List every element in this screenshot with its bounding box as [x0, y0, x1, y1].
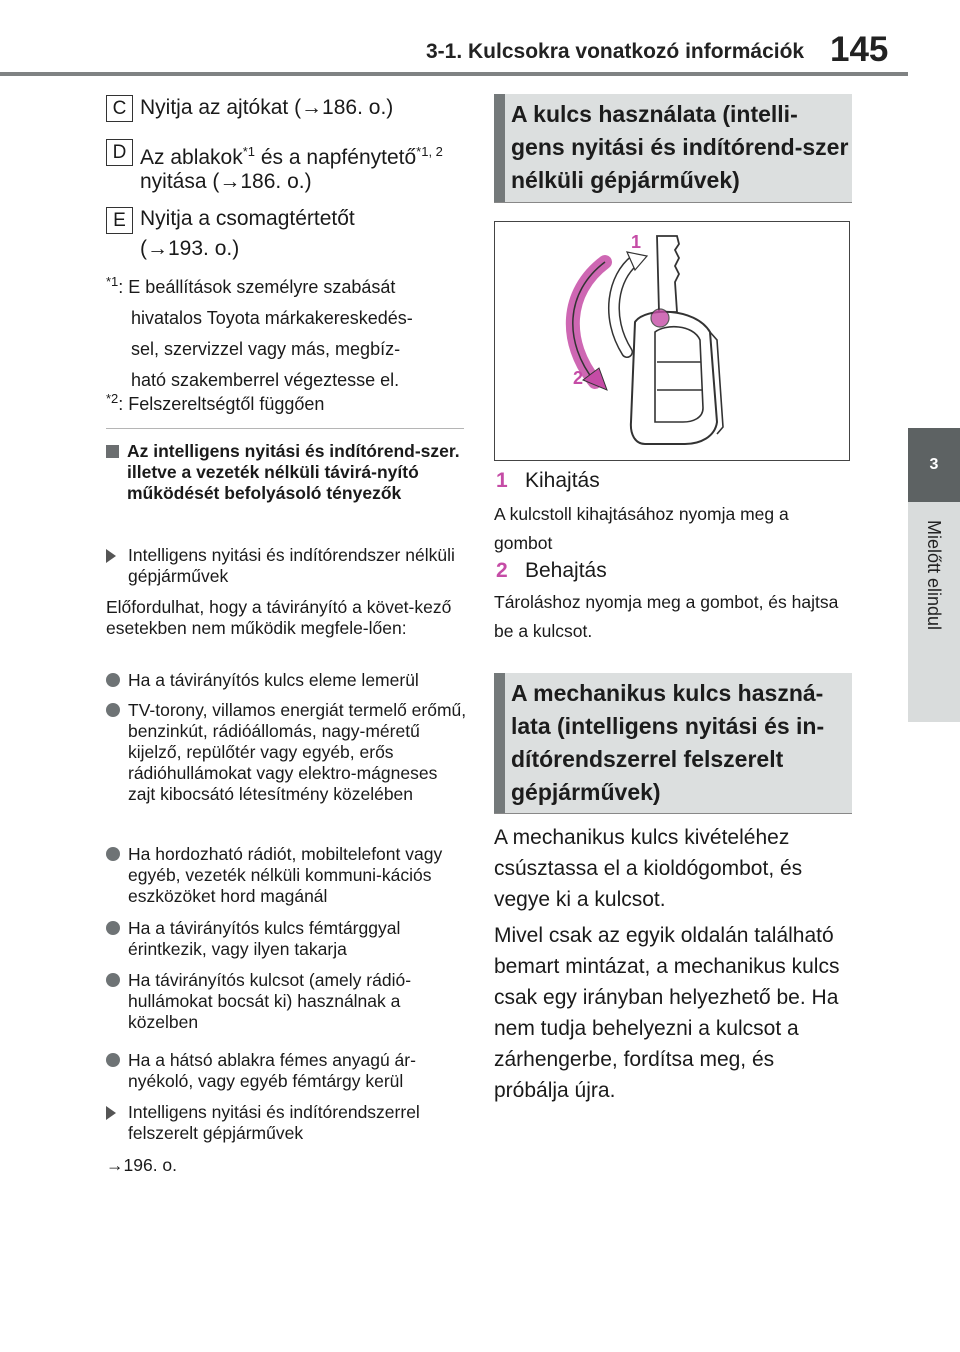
- section-heading-text: Az intelligens nyitási és indítórend-szer. illetve a vezeték nélküli távirá-nyító működését befolyásoló tényezők: [127, 441, 460, 503]
- sub-heading-text: Intelligens nyitási és indítórendszer nélküli gépjárművek: [128, 545, 455, 586]
- list-item-text: Ha távirányítós kulcsot (amely rádió-hullámokat bocsát ki) használnak a közelben: [128, 970, 412, 1032]
- section-title-box: [494, 673, 852, 813]
- figure-label-1: 1: [631, 232, 642, 252]
- key-figure: [494, 221, 850, 461]
- footnote-mark: *1: [106, 274, 119, 289]
- triangle-bullet-icon: [106, 549, 116, 563]
- dot-bullet-icon: [106, 921, 120, 935]
- list-item: [106, 1050, 468, 1092]
- step-number: 2: [496, 559, 508, 582]
- footnote-line: : E beállítások személyre szabását: [118, 277, 396, 297]
- sub-heading-2: [106, 1102, 468, 1144]
- fob-button-panel: [655, 327, 703, 422]
- triangle-bullet-icon: [106, 1106, 116, 1120]
- figure-label-2: 2: [573, 368, 584, 388]
- list-item-text: Ha a távirányítós kulcs eleme lemerül: [128, 670, 419, 690]
- chapter-label: Mielőtt elindul: [924, 520, 944, 631]
- dot-bullet-icon: [106, 703, 120, 717]
- list-item-text: Ha a hátsó ablakra fémes anyagú ár-nyékoló, vagy egyéb fémtárgy kerül: [128, 1050, 416, 1091]
- key-blade-icon: [657, 236, 679, 312]
- footnote-2: [106, 383, 324, 420]
- section-title-text: A mechanikus kulcs haszná-lata (intelligens nyitási és in-dítórendszerrel felszerelt gépjárművek): [511, 680, 825, 805]
- square-bullet-icon: [106, 445, 119, 458]
- title-box-rule: [494, 813, 852, 814]
- page-reference: →196. o.: [106, 1155, 178, 1175]
- list-item: [106, 970, 468, 1033]
- key-item-d-line2: nyitása (→186. o.): [140, 170, 312, 193]
- list-item-text: TV-torony, villamos energiát termelő erőmű, benzinkút, rádióállomás, nagy-méretű kijelző, repülőtér vagy egyéb, erős rádióhullámokat vagy elektro-mágneses zajt kibocsátó létesítmény közelében: [128, 700, 467, 804]
- step-number: 1: [496, 469, 508, 492]
- step-description: A kulcstoll kihajtásához nyomja meg a gombot: [494, 504, 789, 553]
- title-box-bar: [494, 673, 505, 813]
- chapter-tab[interactable]: 3: [908, 428, 960, 502]
- step-label: Behajtás: [525, 559, 607, 582]
- footnote-ref: *1: [242, 144, 256, 159]
- step-description: Tároláshoz nyomja meg a gombot, és hajtsa be a kulcsot.: [494, 592, 839, 641]
- key-badge-c: C: [106, 95, 133, 122]
- section-title-box: [494, 94, 852, 202]
- key-item-d-part-b: és a napfénytető: [255, 146, 417, 169]
- key-item-e-text: Nyitja a csomagtértetőt: [140, 207, 355, 230]
- step-label: Kihajtás: [525, 469, 600, 492]
- list-item-text: Ha hordozható rádiót, mobiltelefont vagy egyéb, vezeték nélküli kommuni-kációs eszközöket hord magánál: [128, 844, 443, 906]
- sub-heading-1: [106, 545, 468, 587]
- key-badge-e: E: [106, 207, 133, 234]
- body-paragraph: Mivel csak az egyik oldalán található bemart mintázat, a mechanikus kulcs csak egy irányban helyezhető be. Ha nem tudja behelyezni a kulcsot a zárhengerbe, fordítsa meg, és próbálja újra.: [494, 924, 840, 1102]
- sub-heading-text: Intelligens nyitási és indítórendszerrel felszerelt gépjárművek: [128, 1102, 420, 1143]
- key-badge-d: D: [106, 139, 133, 166]
- list-item-text: Ha a távirányítós kulcs fémtárggyal érintkezik, vagy ilyen takarja: [128, 918, 401, 959]
- section-divider: [106, 428, 464, 429]
- title-box-bar: [494, 94, 505, 202]
- dot-bullet-icon: [106, 1053, 120, 1067]
- footnote-mark: *2: [106, 391, 119, 406]
- key-item-c-text: Nyitja az ajtókat (→186. o.): [140, 96, 394, 119]
- header-rule: [0, 72, 908, 76]
- flip-key-illustration: [495, 222, 848, 459]
- running-header: 3-1. Kulcsokra vonatkozó információk: [426, 40, 805, 63]
- dot-bullet-icon: [106, 847, 120, 861]
- section-title-text: A kulcs használata (intelli-gens nyitási és indítórend-szer nélküli gépjárművek): [511, 101, 849, 193]
- footnote-line: sel, szervizzel vagy más, megbíz-: [131, 339, 401, 359]
- release-button-icon: [651, 309, 669, 327]
- key-item-e-line2: (→193. o.): [140, 237, 240, 260]
- dot-bullet-icon: [106, 973, 120, 987]
- key-item-d-part-a: Az ablakok: [140, 146, 243, 169]
- body-paragraph: A mechanikus kulcs kivételéhez csúsztassa el a kioldógombot, és vegye ki a kulcsot.: [494, 826, 803, 911]
- intro-paragraph: Előfordulhat, hogy a távirányító a követ-kező esetekben nem működik megfele-lően:: [106, 597, 452, 638]
- list-item: [106, 700, 468, 805]
- list-item: [106, 844, 468, 907]
- footnote-ref: *1, 2: [416, 144, 443, 159]
- fold-arrow-icon: [573, 262, 605, 382]
- list-item: [106, 670, 468, 691]
- list-item: [106, 918, 468, 960]
- footnote-1: [106, 266, 413, 396]
- dot-bullet-icon: [106, 673, 120, 687]
- footnote-line: hivatalos Toyota márkakereskedés-: [131, 308, 413, 328]
- title-box-rule: [494, 202, 852, 203]
- footnote-line: : Felszereltségtől függően: [118, 394, 325, 414]
- footnote-line: ható szakemberrel végeztesse el.: [131, 370, 400, 390]
- page-number: 145: [830, 30, 889, 69]
- section-heading: [106, 441, 466, 504]
